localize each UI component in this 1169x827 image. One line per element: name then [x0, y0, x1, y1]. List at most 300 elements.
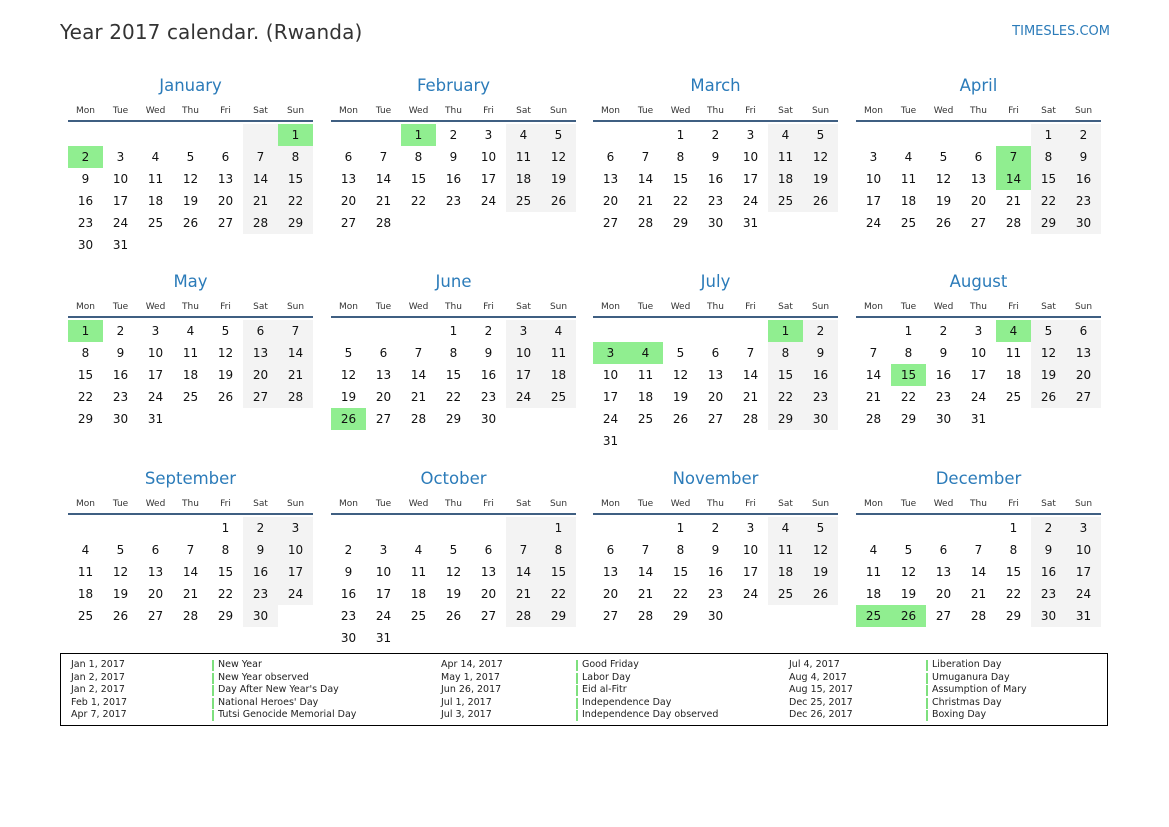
- day-cell: 2: [711, 521, 720, 535]
- empty-day-cell: [803, 212, 838, 234]
- weekday-label: Fri: [220, 302, 231, 312]
- day-cell: 28: [1005, 216, 1022, 230]
- week-row: [856, 124, 1101, 146]
- empty-day-cell: [961, 517, 996, 539]
- day-cell: 7: [869, 346, 878, 360]
- day-cell: 18: [77, 587, 94, 601]
- weekday-row: [68, 496, 313, 512]
- day-cell: 28: [637, 609, 654, 623]
- weekday-label: Tue: [112, 499, 129, 509]
- day-cell: 21: [637, 194, 654, 208]
- weekday-row: [856, 299, 1101, 315]
- empty-day-cell: [401, 517, 436, 539]
- day-cell: 23: [935, 390, 952, 404]
- day-cell: 11: [865, 565, 882, 579]
- day-cell: 25: [410, 609, 427, 623]
- weekday-label: Wed: [145, 302, 166, 312]
- day-cell: 5: [1031, 320, 1066, 342]
- day-cell: 24: [970, 390, 987, 404]
- empty-day-cell: [628, 124, 663, 146]
- week-row: [331, 627, 576, 649]
- day-cell: 22: [768, 386, 803, 408]
- day-cell: 21: [1005, 194, 1022, 208]
- day-cell: 23: [803, 386, 838, 408]
- day-cell: 12: [1031, 342, 1066, 364]
- day-cell: 18: [900, 194, 917, 208]
- empty-day-cell: [436, 212, 471, 234]
- empty-day-cell: [138, 234, 173, 256]
- day-cell: 10: [602, 368, 619, 382]
- week-row: [68, 605, 313, 627]
- day-cell: 31: [112, 238, 129, 252]
- holiday-date: May 1, 2017: [441, 671, 500, 683]
- month-january: [68, 72, 313, 256]
- day-cell: 27: [935, 609, 952, 623]
- day-cell: 3: [746, 521, 755, 535]
- day-cell: 31: [147, 412, 164, 426]
- weekday-label: Sat: [778, 499, 793, 509]
- day-cell: 8: [768, 342, 803, 364]
- day-cell: 19: [541, 168, 576, 190]
- header-rule: [68, 513, 313, 515]
- day-cell: 24: [375, 609, 392, 623]
- day-cell: 29: [672, 609, 689, 623]
- site-link[interactable]: TIMESLES.COM: [1012, 24, 1110, 39]
- day-cell: 11: [182, 346, 199, 360]
- empty-day-cell: [173, 124, 208, 146]
- day-cell: 4: [541, 320, 576, 342]
- day-cell: 28: [410, 412, 427, 426]
- day-cell: 4: [768, 517, 803, 539]
- day-cell: 13: [375, 368, 392, 382]
- weekday-label: Sun: [549, 302, 568, 312]
- empty-day-cell: [628, 517, 663, 539]
- day-cell: 25: [77, 609, 94, 623]
- weekday-label: Fri: [483, 106, 494, 116]
- empty-day-cell: [663, 320, 698, 342]
- day-cell: 9: [81, 172, 90, 186]
- day-cell: 15: [541, 561, 576, 583]
- empty-day-cell: [506, 627, 541, 649]
- day-cell: 28: [865, 412, 882, 426]
- month-name: December: [935, 469, 1022, 488]
- day-cell: 18: [1005, 368, 1022, 382]
- day-cell: 12: [340, 368, 357, 382]
- weekday-label: Tue: [900, 302, 917, 312]
- day-cell: 28: [278, 386, 313, 408]
- day-cell: 25: [1005, 390, 1022, 404]
- day-cell: 18: [768, 168, 803, 190]
- day-cell: 5: [116, 543, 125, 557]
- header-rule: [331, 513, 576, 515]
- weekday-label: Fri: [1008, 106, 1019, 116]
- day-cell: 23: [77, 216, 94, 230]
- weekday-label: Sat: [1041, 302, 1056, 312]
- day-cell: 24: [506, 386, 541, 408]
- day-cell: 26: [112, 609, 129, 623]
- week-row: [856, 517, 1101, 539]
- day-cell: 26: [803, 190, 838, 212]
- day-cell: 11: [541, 342, 576, 364]
- day-cell: 22: [1031, 190, 1066, 212]
- day-cell: 23: [480, 390, 497, 404]
- header-rule: [856, 513, 1101, 515]
- weekday-label: Sat: [1041, 499, 1056, 509]
- day-cell: 9: [484, 346, 493, 360]
- weekday-label: Tue: [637, 302, 654, 312]
- week-row: [68, 517, 313, 539]
- empty-day-cell: [541, 627, 576, 649]
- week-row: [331, 517, 576, 539]
- day-cell: 10: [742, 543, 759, 557]
- day-cell: 2: [711, 128, 720, 142]
- day-cell: 21: [742, 390, 759, 404]
- day-cell: 13: [243, 342, 278, 364]
- weekday-label: Thu: [707, 499, 724, 509]
- weekday-label: Wed: [933, 499, 954, 509]
- day-cell: 24: [602, 412, 619, 426]
- weekday-label: Wed: [933, 106, 954, 116]
- empty-day-cell: [138, 517, 173, 539]
- day-cell: 25: [768, 190, 803, 212]
- holiday-name: New Year observed: [212, 672, 309, 684]
- day-cell: 9: [1066, 146, 1101, 168]
- day-cell: 31: [1066, 605, 1101, 627]
- empty-day-cell: [698, 320, 733, 342]
- week-row: [593, 430, 838, 452]
- day-cell: 29: [77, 412, 94, 426]
- day-cell: 11: [900, 172, 917, 186]
- day-cell: 30: [803, 408, 838, 430]
- day-cell: 11: [77, 565, 94, 579]
- day-cell: 16: [77, 194, 94, 208]
- day-cell: 6: [974, 150, 983, 164]
- day-cell: 8: [1009, 543, 1018, 557]
- month-october: [331, 465, 576, 649]
- day-cell: 23: [243, 583, 278, 605]
- empty-day-cell: [506, 408, 541, 430]
- week-row: [856, 605, 1101, 627]
- day-cell: 4: [506, 124, 541, 146]
- day-cell: 8: [1031, 146, 1066, 168]
- day-cell: 10: [865, 172, 882, 186]
- day-cell: 31: [742, 216, 759, 230]
- weekday-label: Tue: [637, 499, 654, 509]
- weekday-label: Mon: [864, 302, 883, 312]
- holiday-date: Jan 2, 2017: [71, 684, 125, 695]
- day-cell: 12: [182, 172, 199, 186]
- day-cell: 30: [112, 412, 129, 426]
- day-cell: 19: [445, 587, 462, 601]
- holiday-date: Aug 15, 2017: [789, 684, 853, 695]
- weekday-label: Fri: [1008, 302, 1019, 312]
- week-row: [593, 168, 838, 190]
- weekday-label: Fri: [220, 499, 231, 509]
- day-cell: 4: [414, 543, 423, 557]
- day-cell: 4: [869, 543, 878, 557]
- day-cell: 20: [602, 587, 619, 601]
- day-cell: 28: [375, 216, 392, 230]
- day-cell: 17: [865, 194, 882, 208]
- day-cell: 5: [186, 150, 195, 164]
- day-cell: 15: [77, 368, 94, 382]
- day-cell: 20: [217, 194, 234, 208]
- day-cell: 24: [278, 583, 313, 605]
- empty-day-cell: [68, 124, 103, 146]
- day-cell: 23: [112, 390, 129, 404]
- day-cell: 29: [445, 412, 462, 426]
- day-cell: 4: [151, 150, 160, 164]
- day-cell: 15: [410, 172, 427, 186]
- day-cell: 20: [243, 364, 278, 386]
- day-cell: 13: [340, 172, 357, 186]
- day-cell: 29: [1031, 212, 1066, 234]
- holiday-name: Umuganura Day: [926, 672, 1010, 684]
- holiday-name: National Heroes' Day: [212, 697, 318, 709]
- day-cell: 5: [803, 517, 838, 539]
- day-cell: 25: [182, 390, 199, 404]
- week-row: [68, 364, 313, 386]
- week-row: [331, 583, 576, 605]
- weekday-label: Sun: [286, 302, 305, 312]
- holiday-day-cell: 26: [331, 408, 366, 430]
- day-cell: 18: [865, 587, 882, 601]
- day-cell: 14: [742, 368, 759, 382]
- day-cell: 9: [939, 346, 948, 360]
- day-cell: 24: [480, 194, 497, 208]
- empty-day-cell: [436, 517, 471, 539]
- day-cell: 13: [970, 172, 987, 186]
- day-cell: 25: [637, 412, 654, 426]
- day-cell: 16: [803, 364, 838, 386]
- day-cell: 7: [379, 150, 388, 164]
- day-cell: 2: [243, 517, 278, 539]
- holiday-day-cell: 2: [68, 146, 103, 168]
- empty-day-cell: [471, 517, 506, 539]
- day-cell: 16: [1031, 561, 1066, 583]
- day-cell: 9: [449, 150, 458, 164]
- day-cell: 12: [217, 346, 234, 360]
- day-cell: 10: [480, 150, 497, 164]
- day-cell: 12: [803, 146, 838, 168]
- weekday-label: Fri: [745, 499, 756, 509]
- day-cell: 17: [742, 565, 759, 579]
- holiday-date: Jul 1, 2017: [441, 696, 492, 708]
- day-cell: 19: [803, 168, 838, 190]
- day-cell: 22: [445, 390, 462, 404]
- day-cell: 11: [410, 565, 427, 579]
- day-cell: 14: [182, 565, 199, 579]
- empty-day-cell: [628, 430, 663, 452]
- day-cell: 9: [711, 543, 720, 557]
- empty-day-cell: [733, 320, 768, 342]
- week-row: [331, 342, 576, 364]
- holiday-date: Aug 4, 2017: [789, 671, 847, 683]
- weekday-row: [331, 496, 576, 512]
- weekday-label: Mon: [864, 499, 883, 509]
- month-september: [68, 465, 313, 627]
- day-cell: 1: [1009, 521, 1018, 535]
- day-cell: 15: [1031, 168, 1066, 190]
- weekday-label: Mon: [76, 499, 95, 509]
- day-cell: 22: [672, 194, 689, 208]
- weekday-label: Fri: [220, 106, 231, 116]
- day-cell: 17: [480, 172, 497, 186]
- holiday-date: Jun 26, 2017: [441, 684, 502, 695]
- day-cell: 30: [243, 605, 278, 627]
- day-cell: 21: [506, 583, 541, 605]
- day-cell: 20: [375, 390, 392, 404]
- day-cell: 8: [541, 539, 576, 561]
- day-cell: 3: [484, 128, 493, 142]
- holiday-name: Christmas Day: [926, 697, 1002, 709]
- day-cell: 21: [865, 390, 882, 404]
- day-cell: 3: [1066, 517, 1101, 539]
- day-cell: 6: [606, 543, 615, 557]
- header-rule: [68, 316, 313, 318]
- day-cell: 20: [480, 587, 497, 601]
- day-cell: 9: [243, 539, 278, 561]
- day-cell: 27: [480, 609, 497, 623]
- holiday-name: Independence Day: [576, 697, 671, 709]
- empty-day-cell: [138, 124, 173, 146]
- day-cell: 17: [602, 390, 619, 404]
- day-cell: 10: [375, 565, 392, 579]
- empty-day-cell: [541, 408, 576, 430]
- day-cell: 31: [375, 631, 392, 645]
- holiday-name: Liberation Day: [926, 659, 1002, 671]
- day-cell: 8: [676, 150, 685, 164]
- day-cell: 18: [541, 364, 576, 386]
- month-name: October: [420, 469, 487, 488]
- day-cell: 18: [637, 390, 654, 404]
- empty-day-cell: [243, 234, 278, 256]
- weekday-label: Tue: [375, 302, 392, 312]
- empty-day-cell: [663, 430, 698, 452]
- day-cell: 1: [449, 324, 458, 338]
- weekday-label: Fri: [483, 302, 494, 312]
- day-cell: 21: [182, 587, 199, 601]
- weekday-label: Mon: [601, 499, 620, 509]
- day-cell: 28: [637, 216, 654, 230]
- month-name: August: [949, 272, 1008, 291]
- month-name: September: [144, 469, 237, 488]
- empty-day-cell: [278, 605, 313, 627]
- holiday-day-cell: 1: [68, 320, 103, 342]
- weekday-label: Thu: [182, 499, 199, 509]
- day-cell: 30: [935, 412, 952, 426]
- empty-day-cell: [366, 517, 401, 539]
- day-cell: 21: [243, 190, 278, 212]
- day-cell: 15: [1005, 565, 1022, 579]
- week-row: [68, 539, 313, 561]
- empty-day-cell: [996, 124, 1031, 146]
- month-june: [331, 268, 576, 430]
- day-cell: 29: [278, 212, 313, 234]
- empty-day-cell: [926, 124, 961, 146]
- day-cell: 11: [637, 368, 654, 382]
- day-cell: 9: [803, 342, 838, 364]
- day-cell: 11: [147, 172, 164, 186]
- empty-day-cell: [768, 605, 803, 627]
- day-cell: 12: [672, 368, 689, 382]
- day-cell: 17: [742, 172, 759, 186]
- day-cell: 14: [637, 565, 654, 579]
- day-cell: 12: [112, 565, 129, 579]
- day-cell: 12: [935, 172, 952, 186]
- day-cell: 23: [445, 194, 462, 208]
- day-cell: 18: [506, 168, 541, 190]
- day-cell: 13: [602, 172, 619, 186]
- weekday-label: Sat: [778, 302, 793, 312]
- holiday-day-cell: 25: [856, 605, 891, 627]
- month-august: [856, 268, 1101, 430]
- day-cell: 12: [445, 565, 462, 579]
- day-cell: 9: [344, 565, 353, 579]
- empty-day-cell: [208, 408, 243, 430]
- day-cell: 2: [344, 543, 353, 557]
- week-row: [68, 342, 313, 364]
- day-cell: 17: [375, 587, 392, 601]
- day-cell: 19: [672, 390, 689, 404]
- empty-day-cell: [208, 234, 243, 256]
- weekday-label: Thu: [445, 106, 462, 116]
- day-cell: 16: [1066, 168, 1101, 190]
- day-cell: 30: [707, 216, 724, 230]
- month-december: [856, 465, 1101, 627]
- empty-day-cell: [891, 517, 926, 539]
- day-cell: 7: [974, 543, 983, 557]
- day-cell: 25: [541, 386, 576, 408]
- day-cell: 19: [182, 194, 199, 208]
- week-row: [856, 320, 1101, 342]
- day-cell: 20: [1066, 364, 1101, 386]
- day-cell: 24: [147, 390, 164, 404]
- empty-day-cell: [331, 124, 366, 146]
- day-cell: 4: [186, 324, 195, 338]
- week-row: [68, 386, 313, 408]
- day-cell: 19: [803, 561, 838, 583]
- week-row: [68, 320, 313, 342]
- day-cell: 30: [77, 238, 94, 252]
- month-april: [856, 72, 1101, 234]
- weekday-label: Thu: [445, 499, 462, 509]
- day-cell: 3: [116, 150, 125, 164]
- month-name: April: [959, 76, 998, 95]
- day-cell: 6: [151, 543, 160, 557]
- weekday-label: Mon: [76, 106, 95, 116]
- day-cell: 13: [707, 368, 724, 382]
- week-row: [331, 605, 576, 627]
- holiday-date: Apr 7, 2017: [71, 709, 127, 720]
- day-cell: 8: [414, 150, 423, 164]
- holiday-name: Tutsi Genocide Memorial Day: [212, 709, 356, 721]
- weekday-label: Tue: [112, 106, 129, 116]
- day-cell: 26: [217, 390, 234, 404]
- weekday-label: Sun: [811, 499, 830, 509]
- day-cell: 19: [1031, 364, 1066, 386]
- day-cell: 30: [1031, 605, 1066, 627]
- weekday-label: Thu: [707, 106, 724, 116]
- day-cell: 28: [243, 212, 278, 234]
- day-cell: 14: [410, 368, 427, 382]
- week-row: [856, 168, 1101, 190]
- day-cell: 5: [676, 346, 685, 360]
- weekday-label: Sun: [1074, 302, 1093, 312]
- empty-day-cell: [768, 430, 803, 452]
- week-row: [331, 190, 576, 212]
- weekday-label: Sun: [286, 499, 305, 509]
